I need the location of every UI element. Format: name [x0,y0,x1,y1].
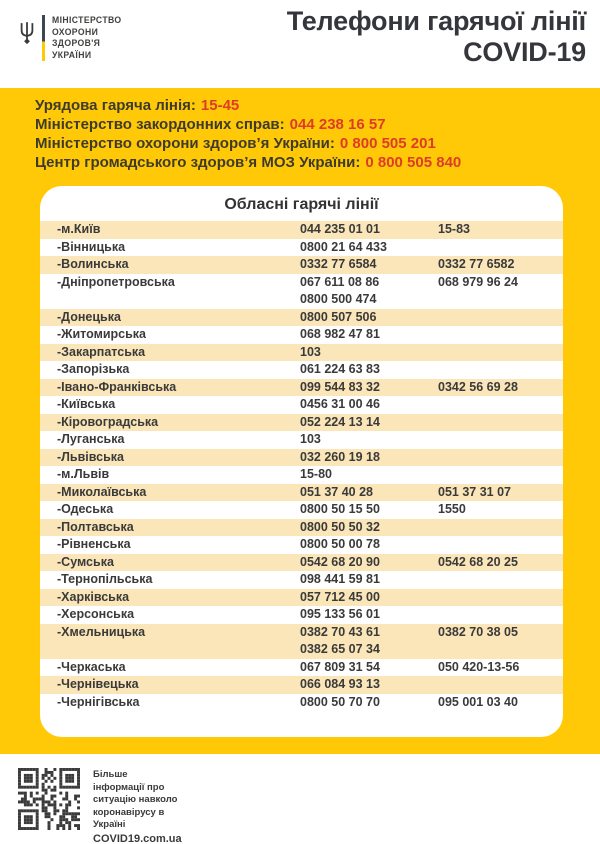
hotline-label: Урядова гаряча лінія: [35,97,196,114]
ministry-name-line: ОХОРОНИ [52,26,99,37]
hotline-line [35,115,600,134]
table-row [40,501,563,519]
ministry-name [52,13,122,61]
region-phone: 0800 50 00 78 [300,537,380,551]
hotline-number: 044 238 16 57 [289,116,386,133]
table-row [40,606,563,624]
table-row [40,484,563,502]
region-phone: 044 235 01 01 [300,222,380,236]
region-name: -Чернівецька [57,677,139,691]
region-name: -Донецька [57,309,121,324]
region-name: -Дніпропетровська [57,274,175,289]
region-phone: 0332 77 6584 [300,257,377,271]
table-row [40,379,563,397]
region-phone: 061 224 63 83 [300,362,380,376]
region-phone: 067 611 08 86 0800 500 474 [300,274,380,306]
footer-text-line: Україні [93,819,126,830]
region-name: -Кіровоградська [57,414,159,429]
region-phone: 0800 50 70 70 [300,694,380,709]
hotline-line [35,96,600,115]
table-row [40,589,563,607]
hotline-label: Міністерство закордонних справ: [35,116,285,133]
table-row [40,431,563,449]
table-row [40,221,563,239]
region-name: -Черкаська [57,659,126,674]
region-phone: 103 [300,344,321,359]
table-row [40,466,563,484]
region-phone: 057 712 45 00 [300,589,380,604]
region-alt-phone: 0382 70 38 05 [438,624,518,639]
table-row [40,694,563,712]
region-phone: 032 260 19 18 [300,449,380,464]
footer-text-line: Більше [93,769,128,780]
table-row [40,239,563,257]
hotline-line [35,153,600,172]
footer-text-line: ситуацію навколо [93,794,178,805]
region-phone: 066 084 93 13 [300,677,380,691]
region-alt-phone: 0542 68 20 25 [438,554,518,569]
region-name: -Тернопільська [57,572,153,586]
region-name: -Хмельницька [57,624,146,639]
table-row [40,361,563,379]
table-row [40,676,563,694]
region-name: -Херсонська [57,607,135,621]
hotline-number: 15-45 [200,97,240,114]
region-alt-phone: 15-83 [438,222,470,236]
region-alt-phone: 050 420-13-56 [438,659,520,674]
table-row [40,396,563,414]
region-alt-phone: 051 37 31 07 [438,484,511,499]
region-name: -Чернігівська [57,694,140,709]
region-name: -Миколаївська [57,484,147,499]
table-row [40,536,563,554]
table-row [40,344,563,362]
region-phone: 0800 21 64 433 [300,239,387,254]
region-name: -Сумська [57,554,114,569]
region-name: -Харківська [57,589,130,604]
region-phone: 0800 507 506 [300,309,377,324]
region-phone: 103 [300,432,321,446]
table-row [40,519,563,537]
region-alt-phone: 095 001 03 40 [438,694,518,709]
table-row [40,659,563,677]
header [0,0,600,88]
region-phone: 099 544 83 32 [300,379,380,394]
region-name: -Полтавська [57,519,134,534]
region-alt-phone: 0332 77 6582 [438,257,515,271]
region-alt-phone: 1550 [438,502,466,516]
footer-text-line: інформації про [93,781,165,793]
region-phone: 0800 50 50 32 [300,519,380,534]
ministry-logo [18,13,124,61]
ministry-name-line: ЗДОРОВ'Я [52,38,101,48]
hotline-label: Центр громадського здоров’я МОЗ України: [35,154,361,171]
region-name: -Закарпатська [57,344,146,359]
region-name: -Луганська [57,432,125,446]
hotline-number: 0 800 505 201 [339,135,436,152]
region-phone: 0800 50 15 50 [300,502,380,516]
ministry-name-line: МІНІСТЕРСТВО [52,15,122,25]
qr-code-icon [18,768,80,830]
page-title [287,6,586,68]
region-phone: 095 133 56 01 [300,607,380,621]
region-name: -м.Київ [57,222,101,236]
region-phone: 067 809 31 54 [300,659,380,674]
footer-text-line: коронавірусу в [93,806,165,818]
region-name: -Одеська [57,502,114,516]
national-hotlines [0,96,600,172]
hotline-label: Міністерство охорони здоров’я України: [35,135,335,152]
region-alt-phone: 068 979 96 24 [438,274,518,289]
table-row [40,624,563,659]
region-table-body [40,221,563,711]
yellow-body [0,88,600,754]
table-row [40,571,563,589]
table-row [40,309,563,327]
region-alt-phone: 0342 56 69 28 [438,379,518,394]
region-phone: 0542 68 20 90 [300,554,380,569]
footer-text [93,768,182,844]
region-phone: 0382 70 43 61 0382 65 07 34 [300,624,380,656]
region-name: -Львівська [57,449,124,464]
region-phone: 052 224 13 14 [300,414,380,429]
table-row [40,554,563,572]
hotline-line [35,134,600,153]
page-title-line2: COVID-19 [463,37,586,67]
page-title-line1: Телефони гарячої лінії [286,6,586,36]
logo-divider [42,15,45,61]
hotline-number: 0 800 505 840 [365,154,462,171]
table-title: Обласні гарячі лінії [224,196,379,213]
tryzub-icon [18,21,36,45]
regional-hotlines-card [40,186,563,737]
region-name: -Запорізька [57,362,130,376]
region-name: -Рівненська [57,537,131,551]
region-phone: 0456 31 00 46 [300,397,380,411]
footer [0,754,600,844]
region-name: -м.Львів [57,467,110,481]
region-name: -Житомирська [57,327,146,341]
region-name: -Івано-Франківська [57,379,177,394]
table-row [40,256,563,274]
region-phone: 068 982 47 81 [300,327,380,341]
ministry-name-line: УКРАЇНИ [52,49,92,60]
table-row [40,449,563,467]
table-row [40,274,563,309]
region-phone: 15-80 [300,467,332,481]
region-name: -Вінницька [57,239,126,254]
table-row [40,414,563,432]
table-row [40,326,563,344]
region-phone: 051 37 40 28 [300,484,373,499]
region-name: -Київська [57,397,116,411]
region-name: -Волинська [57,257,129,271]
footer-website: COVID19.com.ua [93,832,182,844]
region-phone: 098 441 59 81 [300,572,380,586]
